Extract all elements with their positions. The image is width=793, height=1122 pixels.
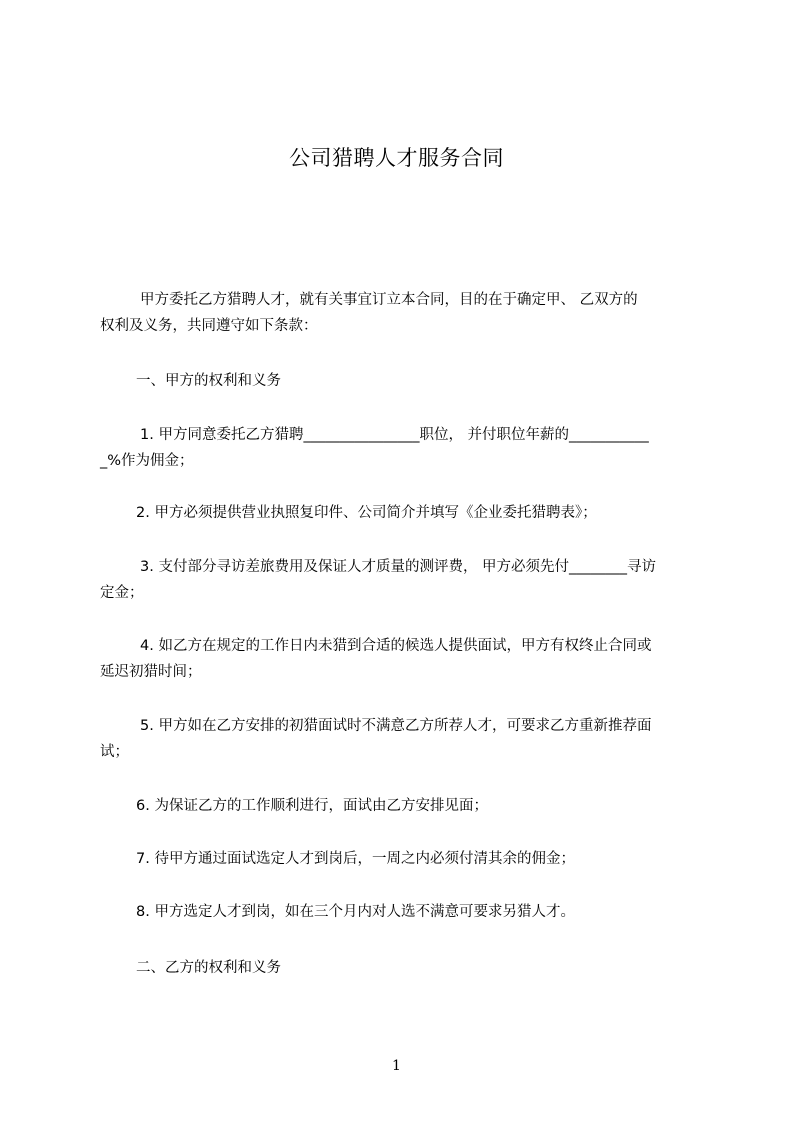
- clause-item: [100, 554, 704, 606]
- clause-line-1: 4. 如乙方在规定的工作日内未猎到合适的候选人提供面试，甲方有权终止合同或: [140, 638, 652, 654]
- section-heading-2: 二、乙方的权利和义务: [136, 960, 281, 976]
- intro-paragraph: [100, 287, 704, 339]
- clause-item: [100, 422, 704, 474]
- clause-line-2: 延迟初猎时间；: [100, 664, 202, 680]
- clause-line-2: 定金；: [100, 585, 144, 601]
- clause-item: 2. 甲方必须提供营业执照复印件、公司简介并填写《企业委托猎聘表》；: [136, 505, 597, 521]
- clause-item: [100, 633, 704, 685]
- clause-item: 6. 为保证乙方的工作顺利进行，面试由乙方安排见面；: [136, 798, 488, 814]
- clause-line-1: 5. 甲方如在乙方安排的初猎面试时不满意乙方所荐人才，可要求乙方重新推荐面: [140, 718, 652, 734]
- section-heading-1: 一、甲方的权利和义务: [136, 373, 281, 389]
- clause-line-1: 3. 支付部分寻访差旅费用及保证人才质量的测评费， 甲方必须先付________寻访: [140, 559, 657, 575]
- clause-line-2: _%作为佣金；: [100, 453, 194, 469]
- document-title: 公司猎聘人才服务合同: [289, 146, 504, 170]
- clause-item: 7. 待甲方通过面试选定人才到岗后，一周之内必须付清其余的佣金；: [136, 851, 575, 867]
- intro-line-2: 权利及义务，共同遵守如下条款：: [100, 318, 318, 334]
- clause-item: [100, 713, 704, 765]
- clause-line-1: 1. 甲方同意委托乙方猎聘________________职位， 并付职位年薪的___________: [140, 427, 649, 443]
- intro-line-1: 甲方委托乙方猎聘人才，就有关事宜订立本合同，目的在于确定甲、 乙双方的: [140, 292, 638, 308]
- page-number: 1: [392, 1058, 401, 1074]
- clause-item: 8. 甲方选定人才到岗，如在三个月内对人选不满意可要求另猎人才。: [136, 904, 575, 920]
- clause-line-2: 试；: [100, 744, 129, 760]
